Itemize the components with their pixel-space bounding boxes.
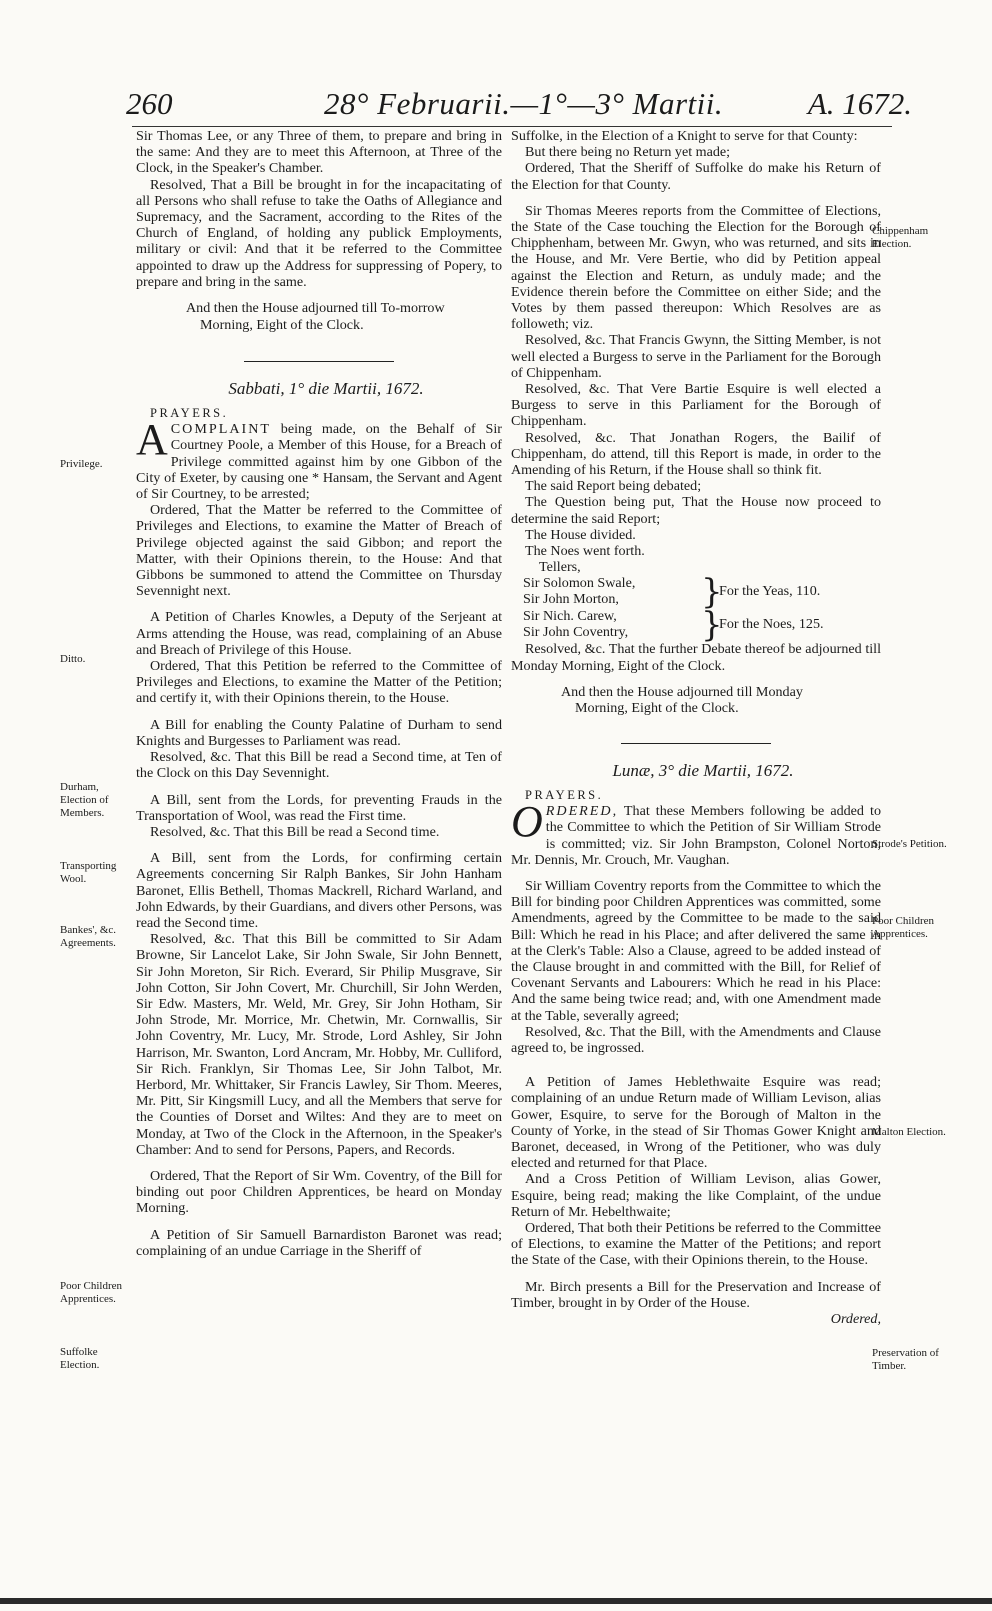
paragraph: The Question being put, That the House now proceed to determine the said Report; [511,494,881,527]
adjournment-line: Morning, Eight of the Clock. [575,700,739,717]
paragraph: Suffolke, in the Election of a Knight to serve for that County: [511,128,858,144]
margin-note: Durham, Election of Members. [60,781,109,819]
paragraph: Resolved, &c. That this Bill be committed to Sir Adam Browne, Sir Lancelot Lake, Sir John Swale, Sir John Bennett, Sir John Moreton, Sir Rich. Everard, Sir Philip Musgrave, Sir John Cotton, Sir John Covert, Mr. Churchill, Sir John Werden, Sir Edw. Masters, Mr. Weld, Mr. Grey, Sir John Hotham, Sir John Strode, Mr. Morrice, Mr. Chetwin, Mr. Cornwallis, Sir John Coventry, Mr. Lucy, Mr. Strode, Lord Ashley, Sir John Harrison, Mr. Swanton, Lord Ancram, Mr. Hobby, Mr. Culliford, Sir Rich. Franklyn, Sir Thomas Lee, Sir John Talbot, Mr. Herbord, Mr. Whittaker, Sir Francis Lawley, Sir Thom. Meeres, Mr. Pitt, Sir Kingsmill Lucy, and all the Members that serve for the Counties of Dorset and Wiltes: And they are to meet on Monday, at Two of the Clock in the Afternoon, in the Speaker's Chamber: And to send for Persons, Papers, and Records. [136,931,502,1158]
drop-cap: A [136,415,168,465]
adjournment-line: And then the House adjourned till To-morrow [186,300,445,317]
small-caps: RDERED, [545,803,619,820]
date-heading: Lunæ, 3° die Martii, 1672. [612,760,794,780]
running-title: 28° Februarii.—1°—3° Martii. [324,86,724,121]
paragraph: Sir Thomas Meeres reports from the Committee of Elections, the State of the Case touching the Election for the Borough of Chipphenham, between Mr. Gwyn, who was returned, and sits in the House, and Mr. Vere Bertie, who did by Petition appeal against the Election and Return, as unduly made; and the Evidence therein before the Committee on either Side; and the Votes by them passed thereupon: Which Resolves are as followeth; viz. [511,202,881,333]
paragraph: Resolved, &c. That this Bill be read a Second time, at Ten of the Clock on this Day Sevennight. [136,749,502,782]
page-number: 260 [126,86,173,121]
running-year: A. 1672. [807,86,912,121]
paragraph: A Bill, sent from the Lords, for preventing Frauds in the Transportation of Wool, was read the First time. [136,791,502,824]
margin-note: Malton Election. [872,1126,946,1138]
adjournment [136,300,502,333]
paragraph: Mr. Birch presents a Bill for the Preservation and Increase of Timber, brought in by Order of the House. [511,1278,881,1311]
paragraph-text: That these Members following be added to the Committee to which the Petition of Sir William Strode is committed; viz. Sir John Brampston, Colonel Norton, Mr. Dennis, Mr. Crouch, Mr. Vaughan. [511,803,881,868]
paragraph: Ordered, That both their Petitions be referred to the Committee of Elections, to examine the Matter of the Petitions; and report the State of the Case, with their Opinions therein, to the House. [511,1219,881,1269]
paragraph: But there being no Return yet made; [525,144,731,161]
paragraph: Resolved, &c. That this Bill be read a Second time. [150,823,440,840]
paragraph: Ordered, That this Petition be referred to the Committee of Privileges and Elections, to examine the Matter of the Petition; and certify it, with their Opinions therein, to the House. [136,658,502,707]
paragraph: Resolved, &c. That Jonathan Rogers, the Bailif of Chippenham, do attend, till this Report is made, in order to the Amending of his Return, if the House shall so think fit. [511,429,881,479]
yeas-count: For the Yeas, 110. [719,583,821,600]
paragraph: The House divided. [525,526,636,543]
margin-note: Ditto. [60,653,86,665]
paragraph: Ordered, That the Sheriff of Suffolke do make his Return of the Election for that County. [511,160,881,193]
teller-name: Sir Solomon Swale, [523,575,636,592]
date-heading: Sabbati, 1° die Martii, 1672. [228,379,424,399]
margin-note: Strode's Petition. [872,838,947,850]
teller-name: Sir John Morton, [523,591,619,608]
paragraph: Resolved, That a Bill be brought in for the incapacitating of all Persons who shall refuse to take the Oaths of Allegiance and Supremacy, and the Sacrament, according to the Rites of the Church of England, of holding any publick Employments, military or civil: And that it be referred to the Committee appointed to draw up the Address for suppressing of Popery, to prepare and bring in the same. [136,176,502,290]
tellers-label: Tellers, [539,559,581,576]
prayers-heading: PRAYERS. [525,787,604,802]
catchword: Ordered, [830,1310,881,1327]
paragraph: A Bill for enabling the County Palatine of Durham to send Knights and Burgesses to Parliament was read. [136,716,502,749]
margin-note: Poor Children Apprentices. [60,1280,123,1305]
paragraph: A Bill, sent from the Lords, for confirming certain Agreements concerning Sir Ralph Bankes, Sir John Hanham Baronet, Ellis Bethell, Thomas Mackrell, Richard Warland, and John Edwards, by their Guardians, and divers other Persons, was read the Second time. [136,850,502,931]
paragraph [511,797,881,868]
adjournment [511,684,881,717]
paragraph: Ordered, That the Matter be referred to the Committee of Privileges and Elections, to examine the Matter of Breach of Privilege objected against the said Gibbon; and report the Matter, with their Opinions therein, to the House: And that Gibbons be summoned to attend the Committee on Thursday Sevennight next. [136,502,502,600]
adjournment-line: Morning, Eight of the Clock. [200,316,364,333]
margin-note: Poor Children Apprentices. [872,915,935,940]
margin-note: Chippenham Election. [872,225,929,250]
brace: } [701,605,723,646]
margin-note: Privilege. [60,458,103,470]
header-rule [132,126,892,127]
paragraph [136,415,502,503]
noes-count: For the Noes, 125. [719,616,824,633]
paragraph: A Petition of Sir Samuell Barnardiston Baronet was read; complaining of an undue Carriage in the Sheriff of [136,1226,502,1259]
margin-note: Preservation of Timber. [872,1347,939,1372]
paragraph-text: being made, on the Behalf of Sir Courtney Poole, a Member of this House, for a Breach of Privilege committed against him by one Gibbon of the City of Exeter, by causing one * Hansam, the Servant and Agent of Sir Courtney, to be arrested; [136,421,502,503]
paragraph: Resolved, &c. That the further Debate thereof be adjourned till Monday Morning, Eight of the Clock. [511,641,881,674]
paragraph: And a Cross Petition of William Levison, alias Gower, Esquire, being read; making the like Complaint, of the undue Return of Mr. Hebelthwaite; [511,1171,881,1220]
paragraph: Resolved, &c. That the Bill, with the Amendments and Clause agreed to, be ingrossed. [511,1023,881,1056]
page-header [120,86,912,126]
paragraph: Sir William Coventry reports from the Committee to which the Bill for binding poor Children Apprentices was committed, some Amendments, agreed by the Committee to be made to the said Bill: Which he read in his Place; and after delivered the same in at the Clerk's Table: Also a Clause, agreed to be added instead of the Clause brought in and committed with the Bill, for Relief of Covenant Servants and Labourers: Which he read in his Place: And the same being twice read; and, with one Amendment made at the Table, severally agreed; [511,877,881,1024]
margin-note: Transporting Wool. [60,860,117,885]
paragraph: A Petition of Charles Knowles, a Deputy of the Serjeant at Arms attending the House, was read, complaining of an Abuse and Breach of Privilege of this House. [136,609,502,658]
paragraph: Sir Thomas Lee, or any Three of them, to prepare and bring in the same: And they are to meet this Afternoon, at Three of the Clock, in the Speaker's Chamber. [136,128,502,177]
margin-note: Suffolke Election. [60,1346,100,1371]
teller-name: Sir Nich. Carew, [523,608,617,625]
brace: } [701,572,723,613]
margin-note: Bankes', &c. Agreements. [60,924,117,949]
adjournment-line: And then the House adjourned till Monday [561,683,803,700]
paragraph: Ordered, That the Report of Sir Wm. Coventry, of the Bill for binding out poor Children Apprentices, be heard on Monday Morning. [136,1167,502,1217]
small-caps: COMPLAINT [170,421,271,438]
left-column [136,128,502,1259]
tellers-block [523,572,881,646]
scan-edge [0,1598,992,1604]
paragraph: Resolved, &c. That Vere Bartie Esquire is well elected a Burgess to serve in this Parliament for the Borough of Chippenham. [511,381,881,430]
paragraph: A Petition of James Heblethwaite Esquire was read; complaining of an undue Return made of William Levison, alias Gower, Esquire, to serve for the Borough of Malton in the County of Yorke, in the stead of Sir Thomas Gower Knight and Baronet, deceased, in Wrong of the Petitioner, who was duly elected and returned for that Place. [511,1074,881,1172]
drop-cap: O [511,797,543,847]
right-column [511,128,881,1327]
paragraph: The said Report being debated; [525,478,702,495]
teller-name: Sir John Coventry, [523,624,629,641]
paragraph: The Noes went forth. [525,543,645,560]
prayers-heading: PRAYERS. [150,406,229,421]
paragraph: Resolved, &c. That Francis Gwynn, the Sitting Member, is not well elected a Burgess to serve in the Parliament for the Borough of Chippenham. [511,332,881,381]
